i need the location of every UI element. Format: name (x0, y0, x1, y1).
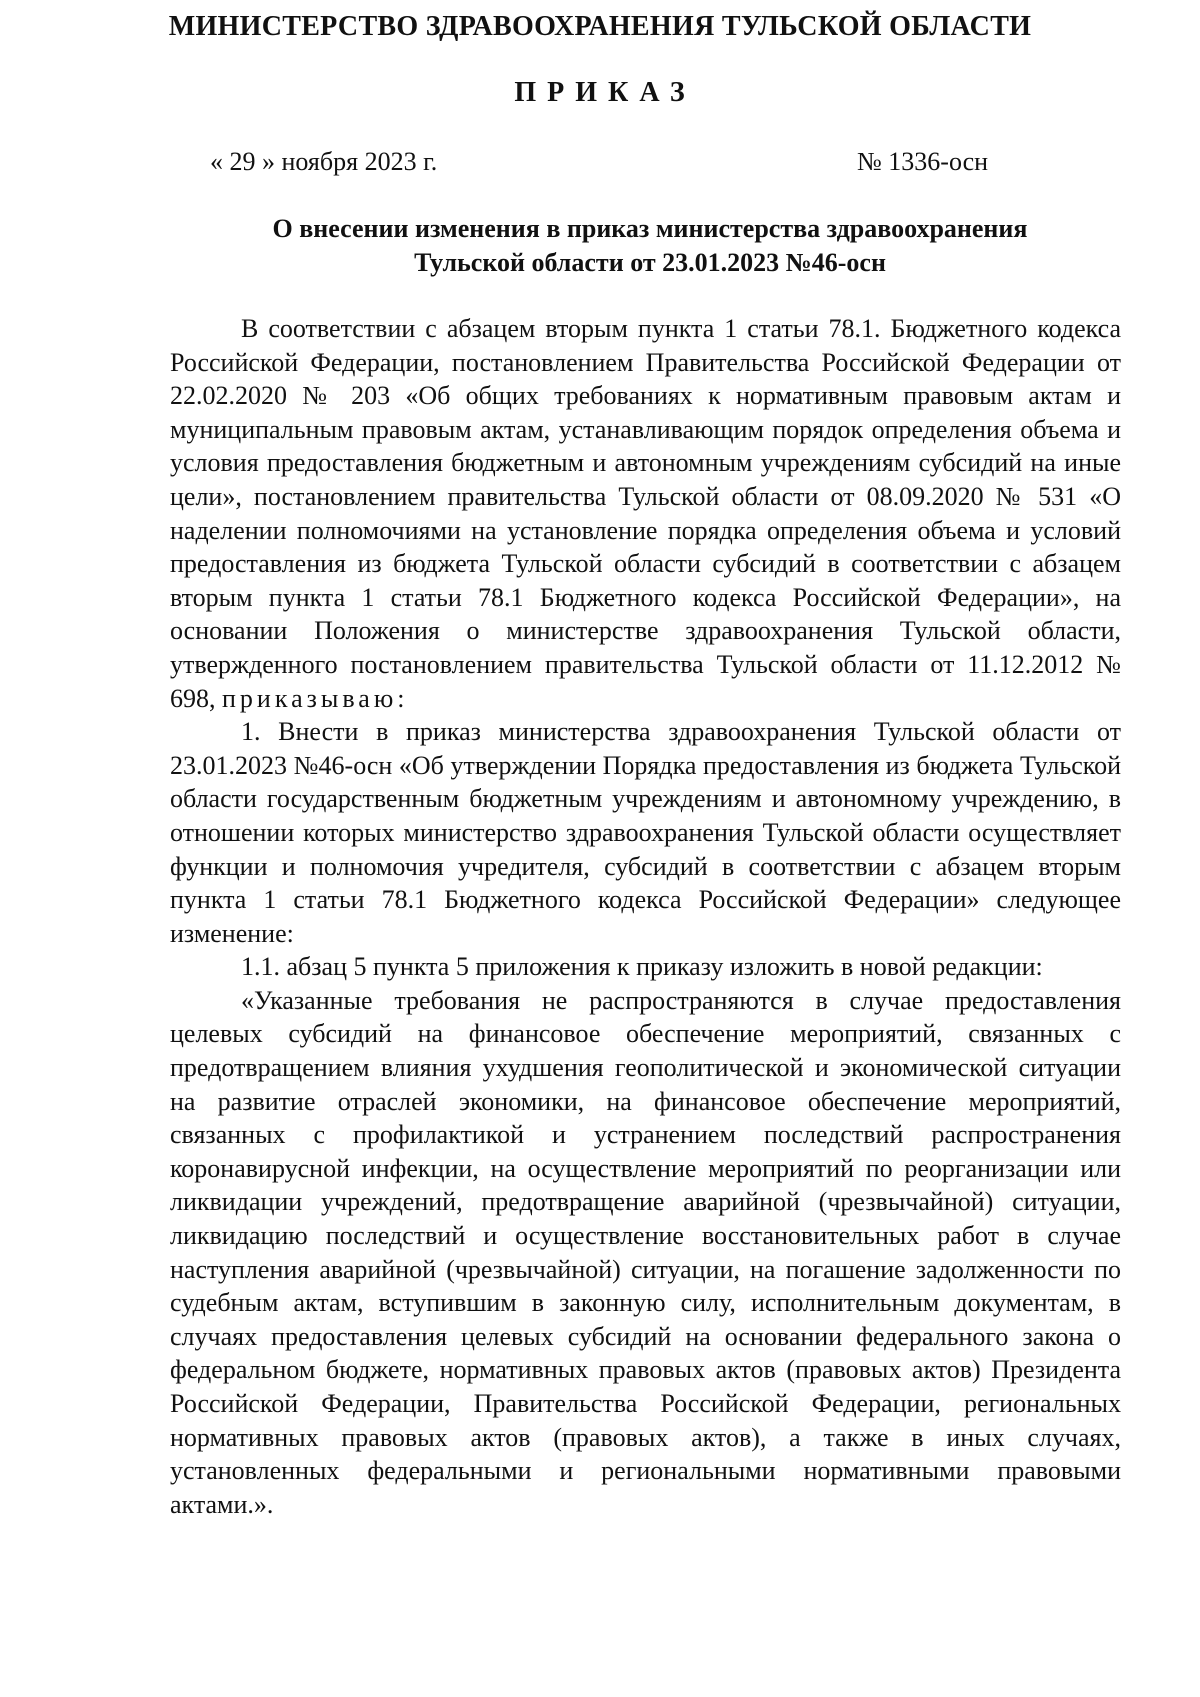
order-body (170, 312, 1121, 1521)
ministry-heading: МИНИСТЕРСТВО ЗДРАВООХРАНЕНИЯ ТУЛЬСКОЙ ОБЛАСТИ (168, 11, 1032, 42)
subject-line-2: Тульской области от 23.01.2023 №46-осн (414, 248, 886, 277)
item-1-1-paragraph: 1.1. абзац 5 пункта 5 приложения к приказу изложить в новой редакции: (241, 952, 1043, 982)
order-title: ПРИКАЗ (514, 77, 696, 108)
preamble-text: В соответствии с абзацем вторым пункта 1 статьи 78.1. Бюджетного кодекса Российской Федерации, постановлением Правительства Российской Федерации от 22.02.2020 № 203 «Об общих требованиях к нормативным правовым актам и муниципальным правовым актам, устанавливающим порядок определения объема и условия предоставления бюджетным и автономным учреждениям субсидий на иные цели», постановлением правительства Тульской области от 08.09.2020 № 531 «О наделении полномочиями на установление порядка определения объема и условий предоставления из бюджета Тульской области субсидий в соответствии с абзацем вторым пункта 1 статьи 78.1 Бюджетного кодекса Российской Федерации», на основании Положения о министерстве здравоохранения Тульской области, утвержденного постановлением правительства Тульской области от 11.12.2012 № 698, (170, 314, 1121, 713)
order-subject (200, 212, 1100, 280)
preamble-paragraph (170, 312, 1121, 715)
order-date: « 29 » ноября 2023 г. (210, 147, 438, 176)
item-1-paragraph: 1. Внести в приказ министерства здравоохранения Тульской области от 23.01.2023 №46-осн «Об утверждении Порядка предоставления из бюджета Тульской области государственным бюджетным учреждениям и автономному учреждению, в отношении которых министерство здравоохранения Тульской области осуществляет функции и полномочия учредителя, субсидий в соответствии с абзацем вторым пункта 1 статьи 78.1 Бюджетного кодекса Российской Федерации» следующее изменение: (170, 717, 1121, 948)
decree-word: приказываю: (222, 683, 409, 713)
quoted-text-paragraph: «Указанные требования не распространяются в случае предоставления целевых субсидий на финансовое обеспечение мероприятий, связанных с предотвращением влияния ухудшения геополитической и экономической ситуации на развитие отраслей экономики, на финансовое обеспечение мероприятий, связанных с профилактикой и устранением последствий распространения коронавирусной инфекции, на осуществление мероприятий по реорганизации или ликвидации учреждений, предотвращение аварийной (чрезвычайной) ситуации, ликвидацию последствий и осуществление восстановительных работ в случае наступления аварийной (чрезвычайной) ситуации, на погашение задолженности по судебным актам, вступившим в законную силу, исполнительным документам, в случаях предоставления целевых субсидий на основании федерального закона о федеральном бюджете, нормативных правовых актов (правовых актов) Президента Российской Федерации, Правительства Российской Федерации, региональных нормативных правовых актов (правовых актов), а также в иных случаях, установленных федеральными и региональными нормативными правовыми актами.». (170, 985, 1121, 1519)
order-number: № 1336-осн (857, 147, 989, 176)
subject-line-1: О внесении изменения в приказ министерства здравоохранения (272, 214, 1028, 243)
